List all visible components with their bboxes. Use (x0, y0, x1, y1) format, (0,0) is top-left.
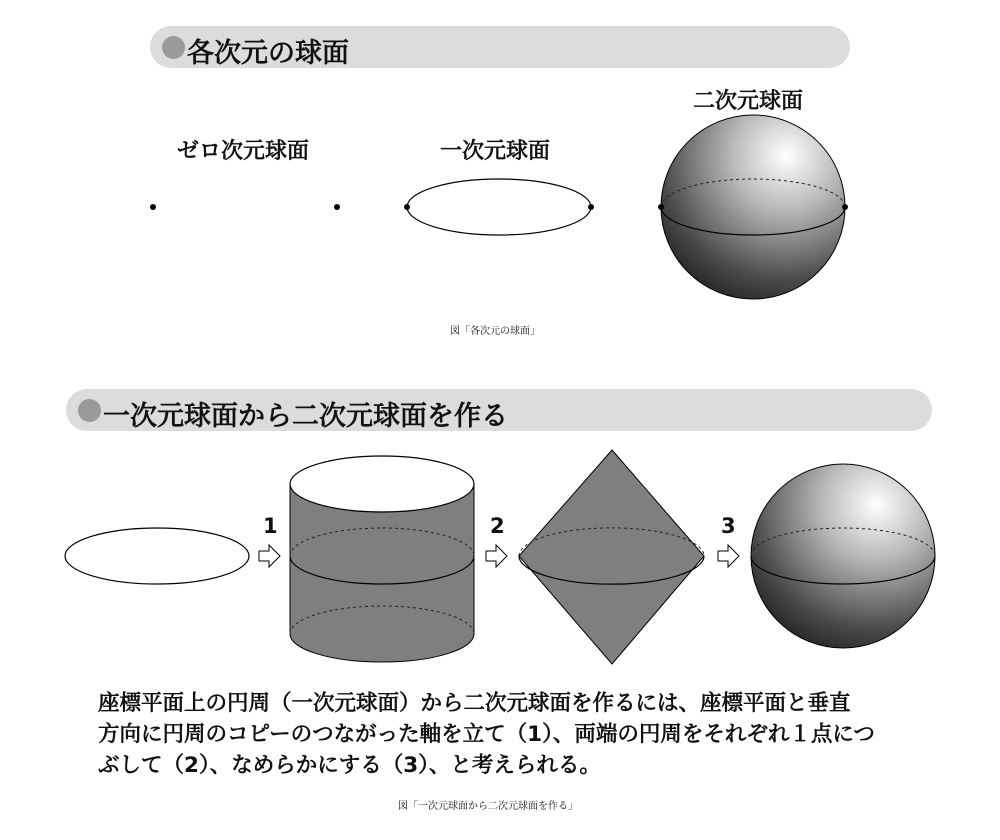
double-cone (519, 450, 704, 664)
paragraph-line-1: 座標平面上の円周（一次元球面）から二次元球面を作るには、座標平面と垂直 (98, 691, 851, 716)
figure2-caption: 図「一次元球面から二次元球面を作る」 (398, 801, 578, 812)
cylinder (290, 456, 474, 662)
section1-heading: 各次元の球面 (187, 38, 349, 69)
zero-sphere-label: ゼロ次元球面 (177, 139, 310, 164)
arrow-right-icon (718, 545, 739, 567)
zero-sphere-point-left (150, 204, 156, 210)
one-sphere-point-right (588, 204, 594, 210)
step-number-2: 2 (490, 514, 505, 538)
one-sphere-ellipse (407, 179, 591, 235)
step-number-1: 1 (263, 514, 278, 538)
final-sphere (751, 464, 935, 648)
one-sphere-label: 一次元球面 (440, 139, 551, 164)
two-sphere (658, 115, 848, 299)
paragraph-line-2: 方向に円周のコピーのつながった軸を立て（1）、両端の円周をそれぞれ１点につ (98, 722, 875, 747)
arrow-right-icon (486, 545, 507, 567)
step-number-3: 3 (721, 514, 736, 538)
zero-sphere-point-right (334, 204, 340, 210)
figure1-caption: 図「各次元の球面」 (450, 326, 540, 337)
section2-heading: 一次元球面から二次元球面を作る (103, 401, 508, 432)
start-circle-ellipse (65, 528, 249, 584)
two-sphere-label: 二次元球面 (693, 89, 804, 114)
one-sphere-point-left (404, 204, 410, 210)
paragraph-line-3: ぶして（2）、なめらかにする（3）、と考えられる。 (98, 753, 601, 778)
arrow-right-icon (259, 545, 280, 567)
